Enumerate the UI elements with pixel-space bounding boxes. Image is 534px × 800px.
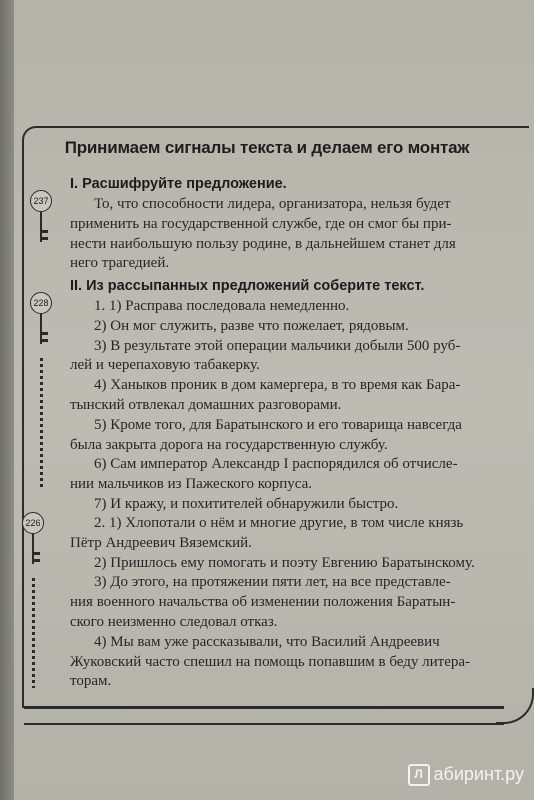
text-line: Жуковский часто спешил на помощь попавшим в беду литера-	[70, 653, 471, 670]
key-tooth	[42, 332, 48, 335]
key-tooth	[42, 339, 48, 342]
section1-title: I. Расшифруйте предложение.	[70, 176, 287, 192]
text-line: применить на государственной службе, где он смог бы при-	[70, 215, 452, 232]
text-line: ния военного начальства об изменении положения Баратын-	[70, 594, 456, 611]
key-icon-228	[30, 292, 52, 354]
page-edge-shadow	[0, 0, 14, 800]
text-line: 3) В результате этой операции мальчики добыли 500 руб-	[94, 337, 461, 354]
section1-text	[70, 195, 518, 274]
text-line: нести наибольшую пользу родине, в дальнейшем станет для	[70, 235, 456, 252]
text-line: То, что способности лидера, организатора, нельзя будет	[94, 196, 451, 212]
task-number-badge: 237	[30, 190, 52, 212]
dotted-divider	[32, 578, 35, 688]
text-line: 4) Мы вам уже рассказывали, что Василий Андреевич	[94, 633, 440, 650]
key-tooth	[34, 552, 40, 555]
text-line: 2) Пришлось ему помогать и поэту Евгению Баратынскому.	[94, 554, 475, 571]
text-line: 2) Он мог служить, разве что пожелает, рядовым.	[94, 317, 409, 334]
section2-title: II. Из рассыпанных предложений соберите текст.	[70, 278, 425, 294]
frame-bottom-scroll	[24, 706, 504, 725]
watermark	[408, 764, 524, 786]
text-line: тынский отвлекал домашних разговорами.	[70, 396, 342, 413]
key-tooth	[42, 237, 48, 240]
task-number-badge: 228	[30, 292, 52, 314]
text-line: 3) До этого, на протяжении пяти лет, на все представле-	[94, 574, 451, 591]
key-tooth	[42, 230, 48, 233]
labirint-logo-icon: Л	[408, 764, 430, 786]
text-line: Пётр Андреевич Вяземский.	[70, 534, 252, 551]
text-line: была закрыта дорога на государственную службу.	[70, 436, 388, 453]
section3-text	[70, 514, 518, 692]
key-icon-226	[22, 512, 44, 574]
text-line: лей и черепаховую табакерку.	[70, 357, 260, 374]
dotted-divider	[40, 358, 43, 488]
page-heading: Принимаем сигналы текста и делаем его монтаж	[64, 138, 470, 157]
text-line: ского неизменно следовал отказ.	[70, 613, 278, 630]
section2-text	[70, 297, 518, 515]
text-line: него трагедией.	[70, 255, 170, 272]
text-line: нии мальчиков из Пажеского корпуса.	[70, 476, 313, 493]
text-line: 1. 1) Расправа последовала немедленно.	[94, 298, 350, 314]
watermark-text: абиринт.ру	[433, 764, 524, 784]
key-icon-237	[30, 190, 52, 252]
text-line: 6) Сам император Александр I распорядился об отчисле-	[94, 456, 458, 473]
text-line: 7) И кражу, и похитителей обнаружили быстро.	[94, 495, 399, 512]
text-line: 5) Кроме того, для Баратынского и его товарища навсегда	[94, 416, 462, 433]
task-number-badge: 226	[22, 512, 44, 534]
text-line: торам.	[70, 673, 112, 690]
text-line: 4) Ханыков проник в дом камергера, в то время как Бара-	[94, 377, 461, 394]
key-tooth	[34, 559, 40, 562]
text-line: 2. 1) Хлопотали о нём и многие другие, в том числе князь	[94, 515, 464, 531]
